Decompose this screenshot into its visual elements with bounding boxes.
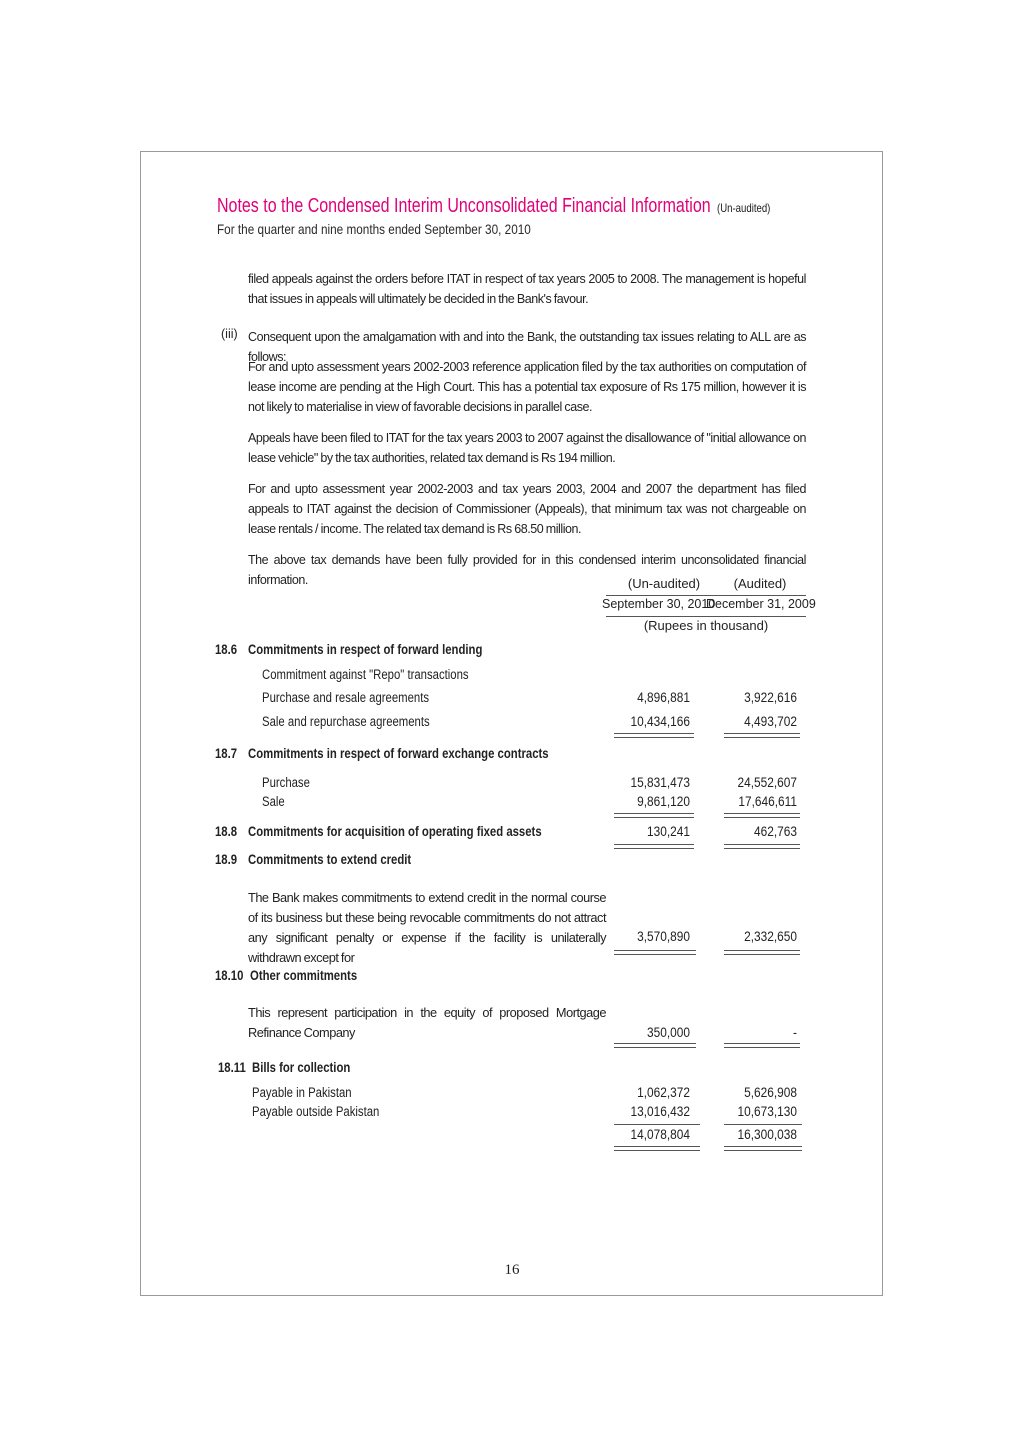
section-title: Commitments for acquisition of operating fixed assets bbox=[248, 824, 542, 839]
total-col1: 14,078,804 bbox=[630, 1127, 690, 1142]
value-col2: 4,493,702 bbox=[744, 714, 797, 729]
col2-date: December 31, 2009 bbox=[706, 597, 816, 611]
col1-date: September 30, 2010 bbox=[602, 597, 716, 611]
double-underline bbox=[724, 733, 800, 738]
double-underline bbox=[614, 733, 694, 738]
value-col1: 9,861,120 bbox=[637, 794, 690, 809]
subtotal-rule bbox=[724, 1124, 802, 1125]
section-text: The Bank makes commitments to extend credit in the normal course of its business but these being revocable commitments do not attract any significant penalty or expense if the facility is unilaterally withdrawn except for bbox=[248, 890, 606, 965]
row-label: Sale bbox=[262, 794, 285, 809]
value-col1: 130,241 bbox=[647, 824, 690, 839]
value-col2: 10,673,130 bbox=[737, 1104, 797, 1119]
row-label: Purchase and resale agreements bbox=[262, 690, 430, 705]
value-col1: 13,016,432 bbox=[630, 1104, 690, 1119]
double-underline bbox=[614, 1146, 700, 1151]
double-underline bbox=[724, 813, 800, 818]
col1-status: (Un-audited) bbox=[627, 576, 701, 591]
section-number: 18.10 bbox=[215, 968, 244, 983]
subtotal-rule bbox=[614, 1124, 700, 1125]
double-underline bbox=[614, 844, 694, 849]
row-label: Payable outside Pakistan bbox=[252, 1104, 380, 1119]
row-label: Purchase bbox=[262, 775, 310, 790]
value-col2: 5,626,908 bbox=[744, 1085, 797, 1100]
double-underline bbox=[614, 950, 696, 955]
col-header-rule bbox=[606, 595, 806, 596]
value-col1: 15,831,473 bbox=[630, 775, 690, 790]
value-col1: 4,896,881 bbox=[637, 690, 690, 705]
audit-status-tag: (Un-audited) bbox=[717, 201, 771, 215]
unit-label: (Rupees in thousand) bbox=[643, 618, 769, 633]
value-col1: 350,000 bbox=[647, 1025, 690, 1040]
section-title: Bills for collection bbox=[252, 1060, 351, 1075]
section-text: This represent participation in the equity of proposed Mortgage Refinance Company bbox=[248, 1005, 606, 1040]
section-number: 18.7 bbox=[215, 746, 238, 761]
value-col2: 2,332,650 bbox=[744, 929, 797, 944]
double-underline bbox=[614, 1043, 696, 1048]
value-col1: 3,570,890 bbox=[637, 929, 690, 944]
section-number: 18.9 bbox=[215, 852, 238, 867]
tax-paragraph-2: Appeals have been filed to ITAT for the tax years 2003 to 2007 against the disallowance of "initial allowance on lease vehicle" by the tax authorities, related tax demand is Rs 194 million. bbox=[248, 431, 806, 465]
tax-paragraph-3: For and upto assessment year 2002-2003 and tax years 2003, 2004 and 2007 the department has filed appeals to ITAT against the decision of Commissioner (Appeals), that minimum tax was not chargeable on lease rentals / income. The related tax demand is Rs 68.50 million. bbox=[248, 482, 806, 536]
section-title: Commitments in respect of forward exchange contracts bbox=[248, 746, 549, 761]
col2-status: (Audited) bbox=[733, 576, 787, 591]
value-col1: 10,434,166 bbox=[630, 714, 690, 729]
page-subtitle: For the quarter and nine months ended September 30, 2010 bbox=[217, 221, 531, 237]
value-col1: 1,062,372 bbox=[637, 1085, 690, 1100]
value-col2: 3,922,616 bbox=[744, 690, 797, 705]
row-label: Payable in Pakistan bbox=[252, 1085, 352, 1100]
item-iii-lead: Consequent upon the amalgamation with and into the Bank, the outstanding tax issues relating to ALL are as follows: bbox=[248, 330, 806, 364]
subsection-label: Commitment against "Repo" transactions bbox=[262, 667, 469, 682]
double-underline bbox=[724, 950, 800, 955]
page-number: 16 bbox=[504, 1262, 520, 1278]
value-col2: 17,646,611 bbox=[738, 794, 797, 809]
section-number: 18.8 bbox=[215, 824, 238, 839]
page-title: Notes to the Condensed Interim Unconsolidated Financial Information (Un-audited) bbox=[217, 195, 771, 217]
section-number: 18.6 bbox=[215, 642, 238, 657]
double-underline bbox=[724, 1146, 802, 1151]
tax-paragraph-1: For and upto assessment years 2002-2003 reference application filed by the tax authorities on computation of lease income are pending at the High Court. This has a potential tax exposure of Rs 175 million, however it is not likely to materialise in view of favorable decisions in parallel case. bbox=[248, 360, 806, 414]
section-title: Commitments to extend credit bbox=[248, 852, 412, 867]
value-col2: 462,763 bbox=[754, 824, 797, 839]
section-title: Commitments in respect of forward lending bbox=[248, 642, 483, 657]
value-col2: 24,552,607 bbox=[737, 775, 797, 790]
total-col2: 16,300,038 bbox=[737, 1127, 797, 1142]
value-col2: - bbox=[793, 1025, 797, 1040]
section-title: Other commitments bbox=[250, 968, 358, 983]
section-number: 18.11 bbox=[218, 1060, 246, 1075]
double-underline bbox=[724, 844, 800, 849]
double-underline bbox=[614, 813, 694, 818]
double-underline bbox=[724, 1043, 800, 1048]
col-date-rule bbox=[606, 616, 806, 617]
row-label: Sale and repurchase agreements bbox=[262, 714, 430, 729]
tax-paragraph-4: The above tax demands have been fully provided for in this condensed interim unconsolidated financial information. bbox=[248, 553, 806, 587]
continued-paragraph: filed appeals against the orders before ITAT in respect of tax years 2005 to 2008. The management is hopeful that issues in appeals will ultimately be decided in the Bank's favour. bbox=[248, 272, 806, 306]
item-iii-marker: (iii) bbox=[221, 327, 238, 341]
